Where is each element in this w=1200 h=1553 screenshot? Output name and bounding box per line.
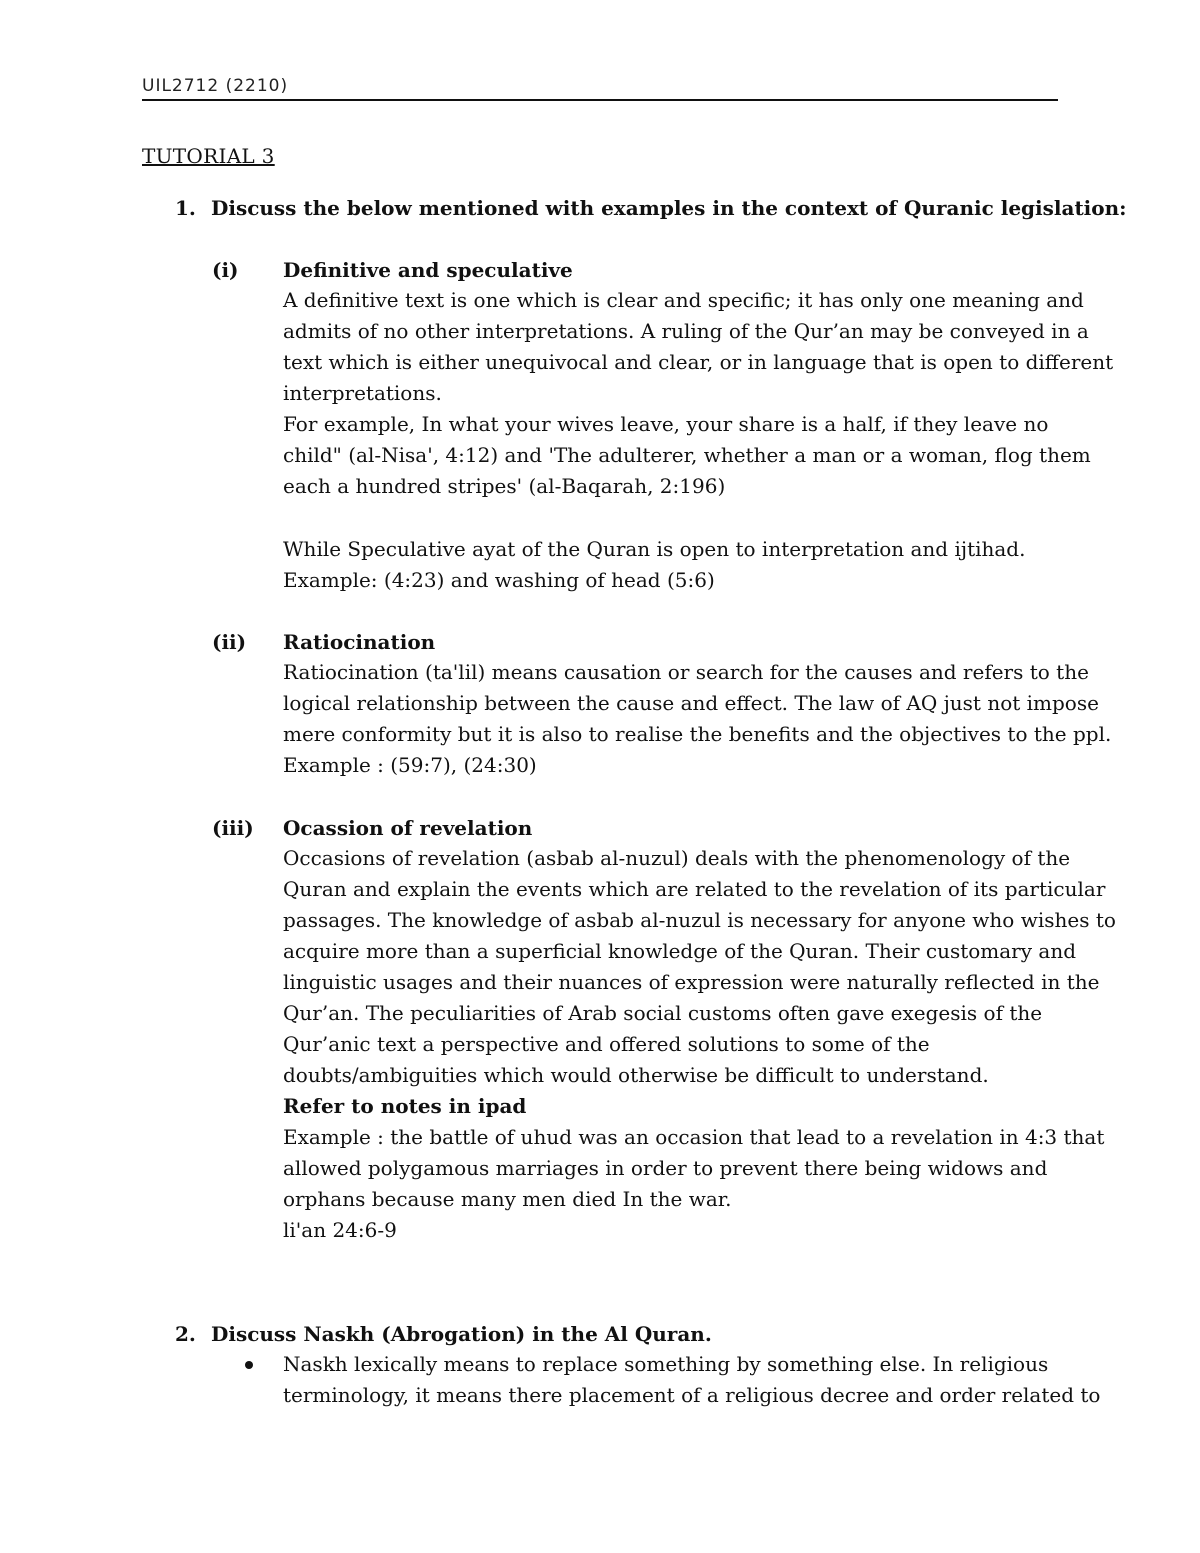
text-line: For example, In what your wives leave, your share is a half, if they leave no (283, 412, 1049, 436)
text-line: Quran and explain the events which are related to the revelation of its particular (283, 877, 1106, 901)
text-line: terminology, it means there placement of a religious decree and order related to (283, 1383, 1101, 1407)
text-line: While Speculative ayat of the Quran is open to interpretation and ijtihad. (283, 537, 1026, 561)
text-line: Qur’anic text a perspective and offered solutions to some of the (283, 1032, 930, 1056)
bullet-icon (245, 1361, 253, 1369)
text-line: child" (al-Nisa', 4:12) and 'The adulterer, whether a man or a woman, flog them (283, 443, 1091, 467)
item-iii-heading: Ocassion of revelation (283, 816, 533, 840)
item-ii-body (283, 657, 1111, 781)
item-i-body-2 (283, 534, 1025, 596)
text-line: li'an 24:6-9 (283, 1218, 397, 1242)
question-1-number: 1. (175, 196, 196, 220)
text-line: Naskh lexically means to replace something by something else. In religious (283, 1352, 1049, 1376)
item-i-numeral: (i) (212, 258, 239, 282)
course-code: UIL2712 (2210) (142, 76, 289, 96)
text-line: A definitive text is one which is clear and specific; it has only one meaning and (283, 288, 1084, 312)
text-line: allowed polygamous marriages in order to prevent there being widows and (283, 1156, 1048, 1180)
question-2-number: 2. (175, 1322, 196, 1346)
item-iii-body (283, 843, 1116, 1246)
item-i-heading: Definitive and speculative (283, 258, 573, 282)
text-line: linguistic usages and their nuances of expression were naturally reflected in the (283, 970, 1100, 994)
text-line: admits of no other interpretations. A ruling of the Qur’an may be conveyed in a (283, 319, 1089, 343)
question-2-body (283, 1349, 1100, 1411)
header-rule (142, 99, 1058, 101)
text-line: acquire more than a superficial knowledge of the Quran. Their customary and (283, 939, 1077, 963)
text-line: each a hundred stripes' (al-Baqarah, 2:196) (283, 474, 726, 498)
question-1-text: Discuss the below mentioned with examples in the context of Quranic legislation: (211, 196, 1127, 220)
item-ii-numeral: (ii) (212, 630, 247, 654)
text-line: interpretations. (283, 381, 442, 405)
text-line: logical relationship between the cause and effect. The law of AQ just not impose (283, 691, 1099, 715)
text-line: Example: (4:23) and washing of head (5:6) (283, 568, 715, 592)
text-line: Qur’an. The peculiarities of Arab social customs often gave exegesis of the (283, 1001, 1043, 1025)
text-line: passages. The knowledge of asbab al-nuzul is necessary for anyone who wishes to (283, 908, 1116, 932)
text-line: Example : the battle of uhud was an occasion that lead to a revelation in 4:3 that (283, 1125, 1105, 1149)
text-line: mere conformity but it is also to realise the benefits and the objectives to the ppl. (283, 722, 1112, 746)
question-2-text: Discuss Naskh (Abrogation) in the Al Quran. (211, 1322, 712, 1346)
text-line: Example : (59:7), (24:30) (283, 753, 537, 777)
text-line: Ratiocination (ta'lil) means causation or search for the causes and refers to the (283, 660, 1089, 684)
text-line: Occasions of revelation (asbab al-nuzul) deals with the phenomenology of the (283, 846, 1071, 870)
item-ii-heading: Ratiocination (283, 630, 436, 654)
item-iii-numeral: (iii) (212, 816, 254, 840)
page-title: TUTORIAL 3 (142, 144, 275, 168)
text-line: text which is either unequivocal and clear, or in language that is open to different (283, 350, 1114, 374)
note-line: Refer to notes in ipad (283, 1094, 527, 1118)
item-i-body (283, 285, 1113, 502)
text-line: orphans because many men died In the war. (283, 1187, 732, 1211)
text-line: doubts/ambiguities which would otherwise be difficult to understand. (283, 1063, 989, 1087)
